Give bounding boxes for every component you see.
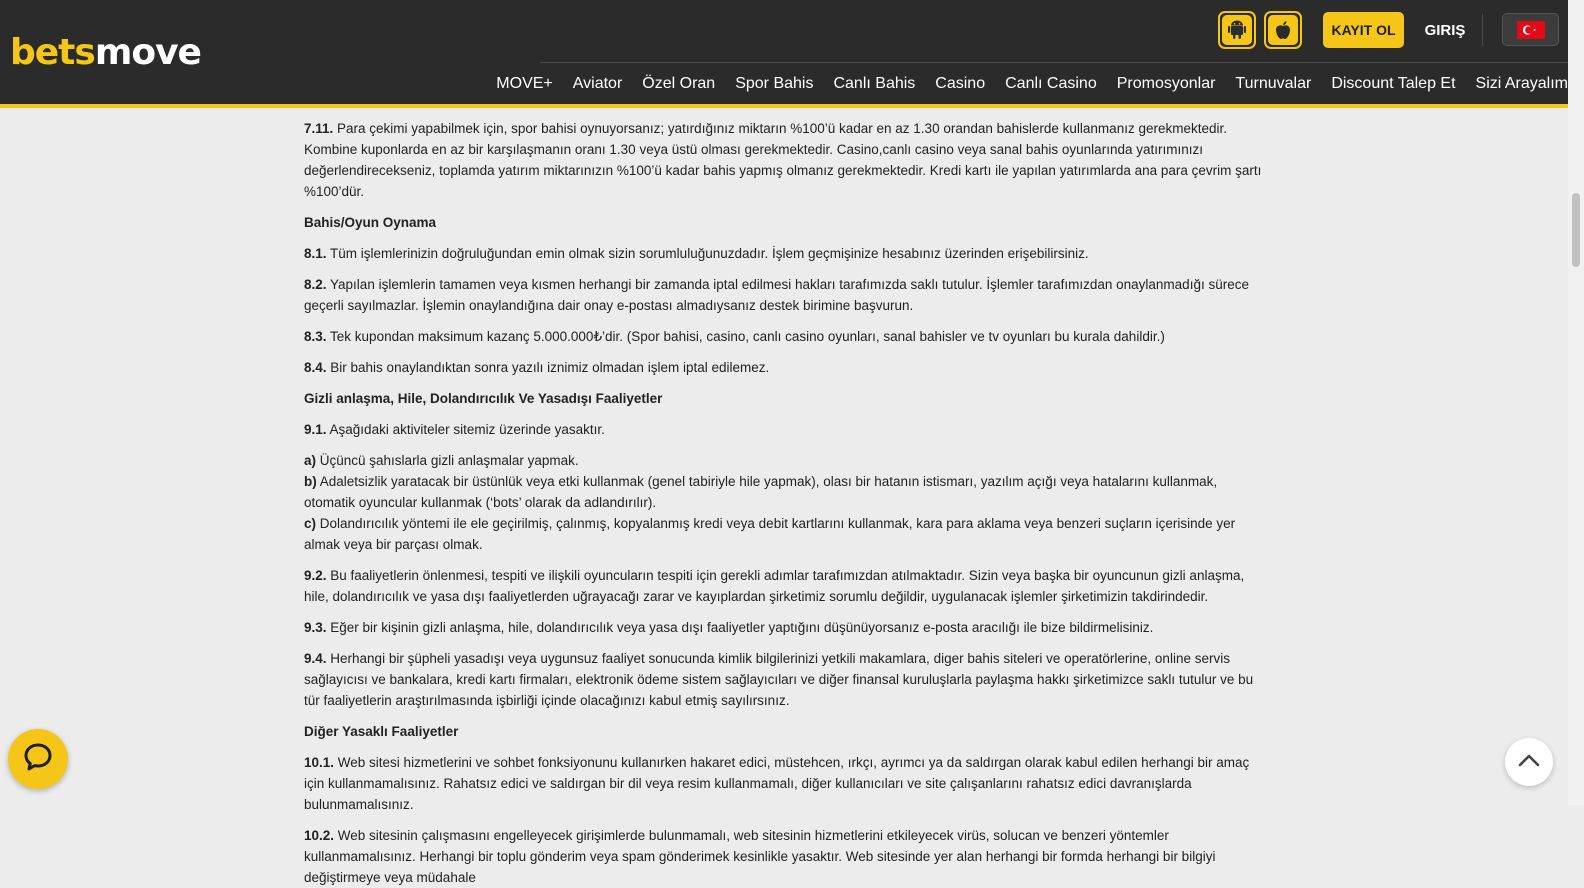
nav-item-ozel-oran[interactable]: Özel Oran (642, 75, 716, 92)
rule-text: Eğer bir kişinin gizli anlaşma, hile, dolandırıcılık veya yasa dışı faaliyetler yaptığını düşünüyorsanız e-posta aracılığı ile bize bildirmelisiniz. (326, 620, 1154, 635)
apple-icon (1268, 15, 1298, 45)
main-nav (496, 72, 1568, 96)
rule-9-3 (304, 617, 1264, 638)
rule-number: 10.2. (304, 828, 335, 843)
rule-8-4 (304, 357, 1264, 378)
rule-text: Bu faaliyetlerin önlenmesi, tespiti ve ilişkili oyuncuların tespiti için gerekli adımlar tarafımızdan atılmaktadır. Sizin veya başka bir oyuncunun gizli anlaşma, hile, dolandırıcılık ve yasa dışı faaliyetlerden uğrayacağı zarar ve kayıplardan şirketimiz sorumlu değildir, uygulanacak işlemler şirketimizin takdirindedir. (304, 568, 1245, 604)
rule-7-11 (304, 118, 1264, 202)
nav-item-casino[interactable]: Casino (935, 75, 986, 92)
live-chat-button[interactable] (8, 729, 68, 789)
rule-text: Bir bahis onaylandıktan sonra yazılı iznimiz olmadan işlem iptal edilemez. (326, 360, 770, 375)
scrollbar-thumb[interactable] (1572, 193, 1580, 267)
nav-item-discount-talep-et[interactable]: Discount Talep Et (1331, 75, 1456, 92)
rule-10-1 (304, 752, 1264, 815)
site-logo[interactable] (10, 33, 201, 73)
rule-number: 10.1. (304, 755, 335, 770)
section-heading-bahis: Bahis/Oyun Oynama (304, 215, 437, 230)
header-divider (1482, 14, 1483, 46)
android-icon (1222, 15, 1252, 45)
rule-number: b) (304, 474, 317, 489)
site-header (0, 0, 1584, 108)
rule-number: 8.3. (304, 329, 327, 344)
chat-icon (23, 742, 53, 777)
section-heading-gizli: Gizli anlaşma, Hile, Dolandırıcılık Ve Yasadışı Faaliyetler (304, 391, 663, 406)
rule-8-1 (304, 243, 1264, 264)
logo-text-bets: bets (10, 32, 95, 73)
nav-divider (540, 62, 1568, 63)
rule-number: 9.1. (304, 422, 327, 437)
section-heading-diger: Diğer Yasaklı Faaliyetler (304, 724, 459, 739)
rule-8-2 (304, 274, 1264, 316)
rule-text: Dolandırıcılık yöntemi ile ele geçirilmiş, çalınmış, kopyalanmış kredi veya debit kartlarını kullanmak, kara para aklama veya benzeri suçların içerisinde yer almak veya bir parçası olmak. (304, 516, 1236, 552)
rule-text: Web sitesi hizmetlerini ve sohbet fonksiyonunu kullanırken hakaret edici, müstehcen, ırkçı, ayrımcı ya da saldırgan olarak kabul edilen herhangi bir amaç için kullanmamalısınız. Rahatsız edici ve saldırgan bir dil veya resim kullanmamalı, diğer kullanıcıları ve site çalışanlarını rahatsız edici davranışlarda bulunmamalısınız. (304, 755, 1250, 812)
rule-9-1-b (304, 471, 1264, 513)
rule-9-4 (304, 648, 1264, 711)
rule-text: Üçüncü şahıslarla gizli anlaşmalar yapmak. (316, 453, 579, 468)
rule-text: Tek kupondan maksimum kazanç 5.000.000₺’dir. (Spor bahisi, casino, canlı casino oyunları, sanal bahisler ve tv oyunları bu kurala dahildir.) (326, 329, 1165, 344)
rule-number: 8.1. (304, 246, 327, 261)
nav-item-move-plus[interactable]: MOVE+ (496, 75, 553, 92)
rule-text: Tüm işlemlerinizin doğruluğundan emin olmak sizin sorumluluğunuzdadır. İşlem geçmişinize hesabınız üzerinden erişebilirsiniz. (326, 246, 1089, 261)
turkey-flag-icon (1517, 21, 1545, 39)
rule-10-2 (304, 825, 1264, 888)
nav-item-turnuvalar[interactable]: Turnuvalar (1235, 75, 1312, 92)
page-scrollbar[interactable] (1568, 0, 1584, 805)
rule-9-1-c (304, 513, 1264, 555)
chevron-up-icon (1518, 753, 1540, 772)
register-button[interactable]: KAYIT OL (1323, 12, 1404, 48)
rule-number: 7.11. (304, 121, 334, 136)
rule-9-1-a (304, 450, 1264, 471)
nav-item-promosyonlar[interactable]: Promosyonlar (1116, 75, 1216, 92)
apple-app-button[interactable] (1264, 11, 1302, 49)
rule-number: 9.2. (304, 568, 327, 583)
nav-item-canli-bahis[interactable]: Canlı Bahis (833, 75, 916, 92)
rule-number: 8.4. (304, 360, 327, 375)
rule-number: a) (304, 453, 317, 468)
android-app-button[interactable] (1218, 11, 1256, 49)
rule-text: Para çekimi yapabilmek için, spor bahisi oynuyorsanız; yatırdığınız miktarın %100’ü kadar en az 1.30 orandan bahislerde kullanmanız gerekmektedir. Kombine kuponlarda en az bir karşılaşmanın oranı 1.30 veya üstü olması gerekmektedir. Casino,canlı casino veya sanal bahis oyunlarında yatırımınızı değerlendirecekseniz, toplamda yatırım miktarınızın %100’ü kadar bahis yapmış olmanız gerekmektedir. Kredi kartı ile yapılan yatırımlarda ana para çevrim şartı %100’dür. (304, 121, 1262, 199)
rule-text: Aşağıdaki aktiviteler sitemiz üzerinde yasaktır. (326, 422, 605, 437)
terms-content (304, 108, 1264, 885)
nav-item-sizi-arayalim[interactable]: Sizi Arayalım (1475, 75, 1568, 92)
rule-8-3 (304, 326, 1264, 347)
rule-text: Web sitesinin çalışmasını engelleyecek girişimlerde bulunmamalı, web sitesinin hizmetlerini etkileyecek virüs, solucan ve benzeri yöntemler kullanmamalısınız. Herhangi bir toplu gönderim veya spam gönderimek kesinlikle yasaktır. Web sitesinde yer alan herhangi bir formda herhangi bir bilgiyi değiştirmeye veya müdahale (304, 828, 1216, 885)
rule-9-1 (304, 419, 1264, 440)
nav-item-canli-casino[interactable]: Canlı Casino (1005, 75, 1097, 92)
rule-text: Herhangi bir şüpheli yasadışı veya uygunsuz faaliyet sonucunda kimlik bilgilerinizi yetkili makamlara, diger bahis siteleri ve operatörlerine, online servis sağlayıcısı ve bankalara, kredi kartı firmaları, elektronik ödeme sistem sağlayıcıları ve diğer finansal kuruluşlarla paylaşma hakkı şirketimizce saklı tutulur ve bu tür faaliyetlerin araştırılmasında işbirliği içinde olacağınızı kabul etmiş sayılırsınız. (304, 651, 1254, 708)
login-button[interactable]: GIRIŞ (1424, 21, 1466, 39)
rule-9-2 (304, 565, 1264, 607)
nav-item-spor-bahis[interactable]: Spor Bahis (735, 75, 814, 92)
rule-text: Adaletsizlik yaratacak bir üstünlük veya etki kullanmak (genel tabiriyle hile yapmak), olası bir hatanın istismarı, yazılım açığı veya hatalarını kullanmak, otomatik oyuncular kullanmak (‘bots’ olarak da adlandırılır). (304, 474, 1218, 510)
logo-text-move: move (94, 32, 201, 73)
rule-number: 9.3. (304, 620, 327, 635)
rule-text: Yapılan işlemlerin tamamen veya kısmen herhangi bir zamanda iptal edilmesi hakları tarafımızda saklı tutulur. İşlemler tarafımızdan onaylanmadığı sürece geçerli sayılmazlar. İşlemin onaylandığına dair onay e-postası almadıysanız destek birimine başvurun. (304, 277, 1249, 313)
nav-item-aviator[interactable]: Aviator (572, 75, 623, 92)
language-selector[interactable] (1502, 13, 1559, 46)
scroll-to-top-button[interactable] (1505, 738, 1553, 786)
rule-number: c) (304, 516, 317, 531)
rule-number: 8.2. (304, 277, 327, 292)
rule-number: 9.4. (304, 651, 327, 666)
